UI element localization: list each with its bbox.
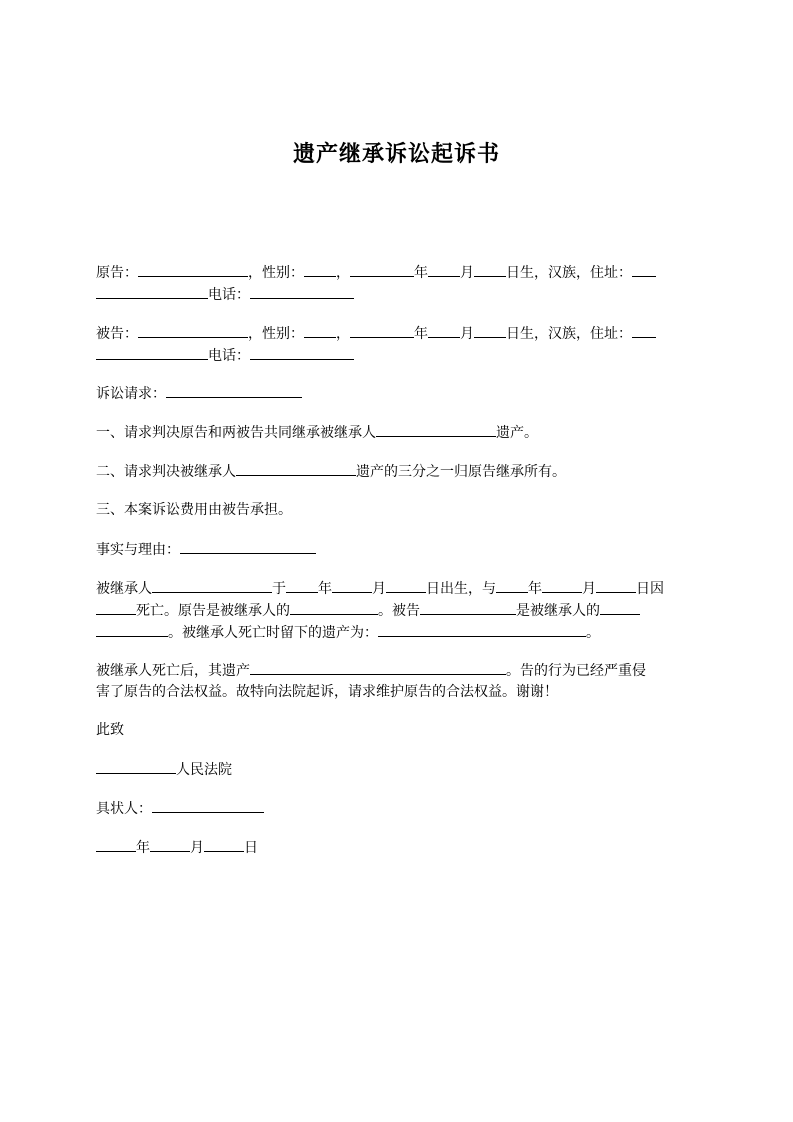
birth-label: 日出生，与 xyxy=(426,581,496,597)
decedent-name-blank-3[interactable] xyxy=(152,578,272,593)
claims-heading xyxy=(96,383,696,404)
date-month-blank[interactable] xyxy=(150,837,190,852)
decedent-birth-year-blank[interactable] xyxy=(286,578,318,593)
defendant-birth-day-blank[interactable] xyxy=(474,323,506,338)
claim-2-text: 二、请求判决被继承人 xyxy=(96,464,236,480)
defendant-address-blank-2[interactable] xyxy=(96,345,208,360)
defendant-info-line-2 xyxy=(96,345,696,366)
period: 。 xyxy=(586,625,600,641)
month-label: 月 xyxy=(372,581,386,597)
request-text: 害了原告的合法权益。故特向法院起诉，请求维护原告的合法权益。谢谢！ xyxy=(96,684,558,700)
date-line xyxy=(96,837,696,858)
signer-line xyxy=(96,798,696,819)
facts-label: 事实与理由： xyxy=(96,542,180,558)
defendant-text: 。被告 xyxy=(378,603,420,619)
plaintiff-info-line-2 xyxy=(96,284,696,305)
yu-label: 于 xyxy=(272,581,286,597)
claims-blank[interactable] xyxy=(166,383,302,398)
facts-paragraph-2-line-1 xyxy=(96,660,696,681)
facts-paragraph-1-line-1 xyxy=(96,578,696,599)
estate-status-blank[interactable] xyxy=(250,660,506,675)
claim-2-suffix: 遗产的三分之一归原告继承所有。 xyxy=(356,464,566,480)
plaintiff-label: 原告： xyxy=(96,265,138,281)
after-death-text: 被继承人死亡后，其遗产 xyxy=(96,663,250,679)
comma: ， xyxy=(336,326,350,342)
estate-text: 。被继承人死亡时留下的遗产为： xyxy=(168,625,378,641)
defendant-birth-year-blank[interactable] xyxy=(350,323,414,338)
court-line xyxy=(96,759,696,780)
claim-1-text: 一、请求判决原告和两被告共同继承被继承人 xyxy=(96,425,376,441)
defendant-address-blank[interactable] xyxy=(632,323,656,338)
facts-paragraph-1-line-2 xyxy=(96,600,696,621)
claim-1-suffix: 遗产。 xyxy=(496,425,538,441)
year-label: 年 xyxy=(414,265,428,281)
decedent-label: 被继承人 xyxy=(96,581,152,597)
relation-text: 是被继承人的 xyxy=(516,603,600,619)
facts-blank[interactable] xyxy=(180,539,316,554)
year-label: 年 xyxy=(318,581,332,597)
decedent-birth-day-blank[interactable] xyxy=(386,578,426,593)
defendant-name-blank-2[interactable] xyxy=(420,600,516,615)
phone-label: 电话： xyxy=(208,287,250,303)
date-day-label: 日 xyxy=(244,840,258,856)
comma: ， xyxy=(336,265,350,281)
death-month-blank[interactable] xyxy=(542,578,582,593)
claim-3-text: 三、本案诉讼费用由被告承担。 xyxy=(96,502,292,518)
facts-paragraph-2-line-2 xyxy=(96,682,696,702)
defendant-birth-month-blank[interactable] xyxy=(428,323,460,338)
claim-1 xyxy=(96,422,696,443)
death-cause-blank[interactable] xyxy=(96,600,136,615)
claim-2 xyxy=(96,461,696,482)
estate-blank[interactable] xyxy=(378,622,586,637)
month-label-2: 月 xyxy=(582,581,596,597)
plaintiff-relation-blank[interactable] xyxy=(290,600,378,615)
plaintiff-gender-blank[interactable] xyxy=(304,262,336,277)
decedent-name-blank[interactable] xyxy=(376,422,496,437)
month-label: 月 xyxy=(460,326,474,342)
cause-label: 日因 xyxy=(636,581,664,597)
born-ethnic-address-label: 日生，汉族，住址： xyxy=(506,265,632,281)
died-text: 死亡。原告是被继承人的 xyxy=(136,603,290,619)
death-year-blank[interactable] xyxy=(496,578,528,593)
phone-label: 电话： xyxy=(208,348,250,364)
gender-label: ，性别： xyxy=(248,265,304,281)
claims-label: 诉讼请求： xyxy=(96,386,166,402)
year-label: 年 xyxy=(414,326,428,342)
plaintiff-birth-month-blank[interactable] xyxy=(428,262,460,277)
plaintiff-address-blank-2[interactable] xyxy=(96,284,208,299)
defendant-relation-blank-2[interactable] xyxy=(96,622,168,637)
plaintiff-birth-year-blank[interactable] xyxy=(350,262,414,277)
plaintiff-birth-day-blank[interactable] xyxy=(474,262,506,277)
signer-label: 具状人： xyxy=(96,801,152,817)
plaintiff-name-blank[interactable] xyxy=(138,262,248,277)
closing-text: 此致 xyxy=(96,722,124,738)
date-year-blank[interactable] xyxy=(96,837,136,852)
born-ethnic-address-label: 日生，汉族，住址： xyxy=(506,326,632,342)
defendant-relation-blank[interactable] xyxy=(600,600,640,615)
decedent-birth-month-blank[interactable] xyxy=(332,578,372,593)
defendant-phone-blank[interactable] xyxy=(250,345,354,360)
signer-blank[interactable] xyxy=(152,798,264,813)
court-suffix: 人民法院 xyxy=(176,762,232,778)
gender-label: ，性别： xyxy=(248,326,304,342)
defendant-gender-blank[interactable] xyxy=(304,323,336,338)
claim-3 xyxy=(96,500,696,520)
facts-heading xyxy=(96,539,696,560)
death-day-blank[interactable] xyxy=(596,578,636,593)
court-name-blank[interactable] xyxy=(96,759,176,774)
plaintiff-phone-blank[interactable] xyxy=(250,284,354,299)
document-title: 遗产继承诉讼起诉书 xyxy=(292,142,500,167)
defendant-label: 被告： xyxy=(96,326,138,342)
infringement-text: 。告的行为已经严重侵 xyxy=(506,663,646,679)
defendant-info-line-1 xyxy=(96,323,696,344)
plaintiff-address-blank[interactable] xyxy=(632,262,656,277)
date-year-label: 年 xyxy=(136,840,150,856)
facts-paragraph-1-line-3 xyxy=(96,622,696,643)
defendant-name-blank[interactable] xyxy=(138,323,248,338)
year-label-2: 年 xyxy=(528,581,542,597)
decedent-name-blank-2[interactable] xyxy=(236,461,356,476)
plaintiff-info-line-1 xyxy=(96,262,696,283)
date-day-blank[interactable] xyxy=(204,837,244,852)
closing-line xyxy=(96,720,696,740)
date-month-label: 月 xyxy=(190,840,204,856)
month-label: 月 xyxy=(460,265,474,281)
